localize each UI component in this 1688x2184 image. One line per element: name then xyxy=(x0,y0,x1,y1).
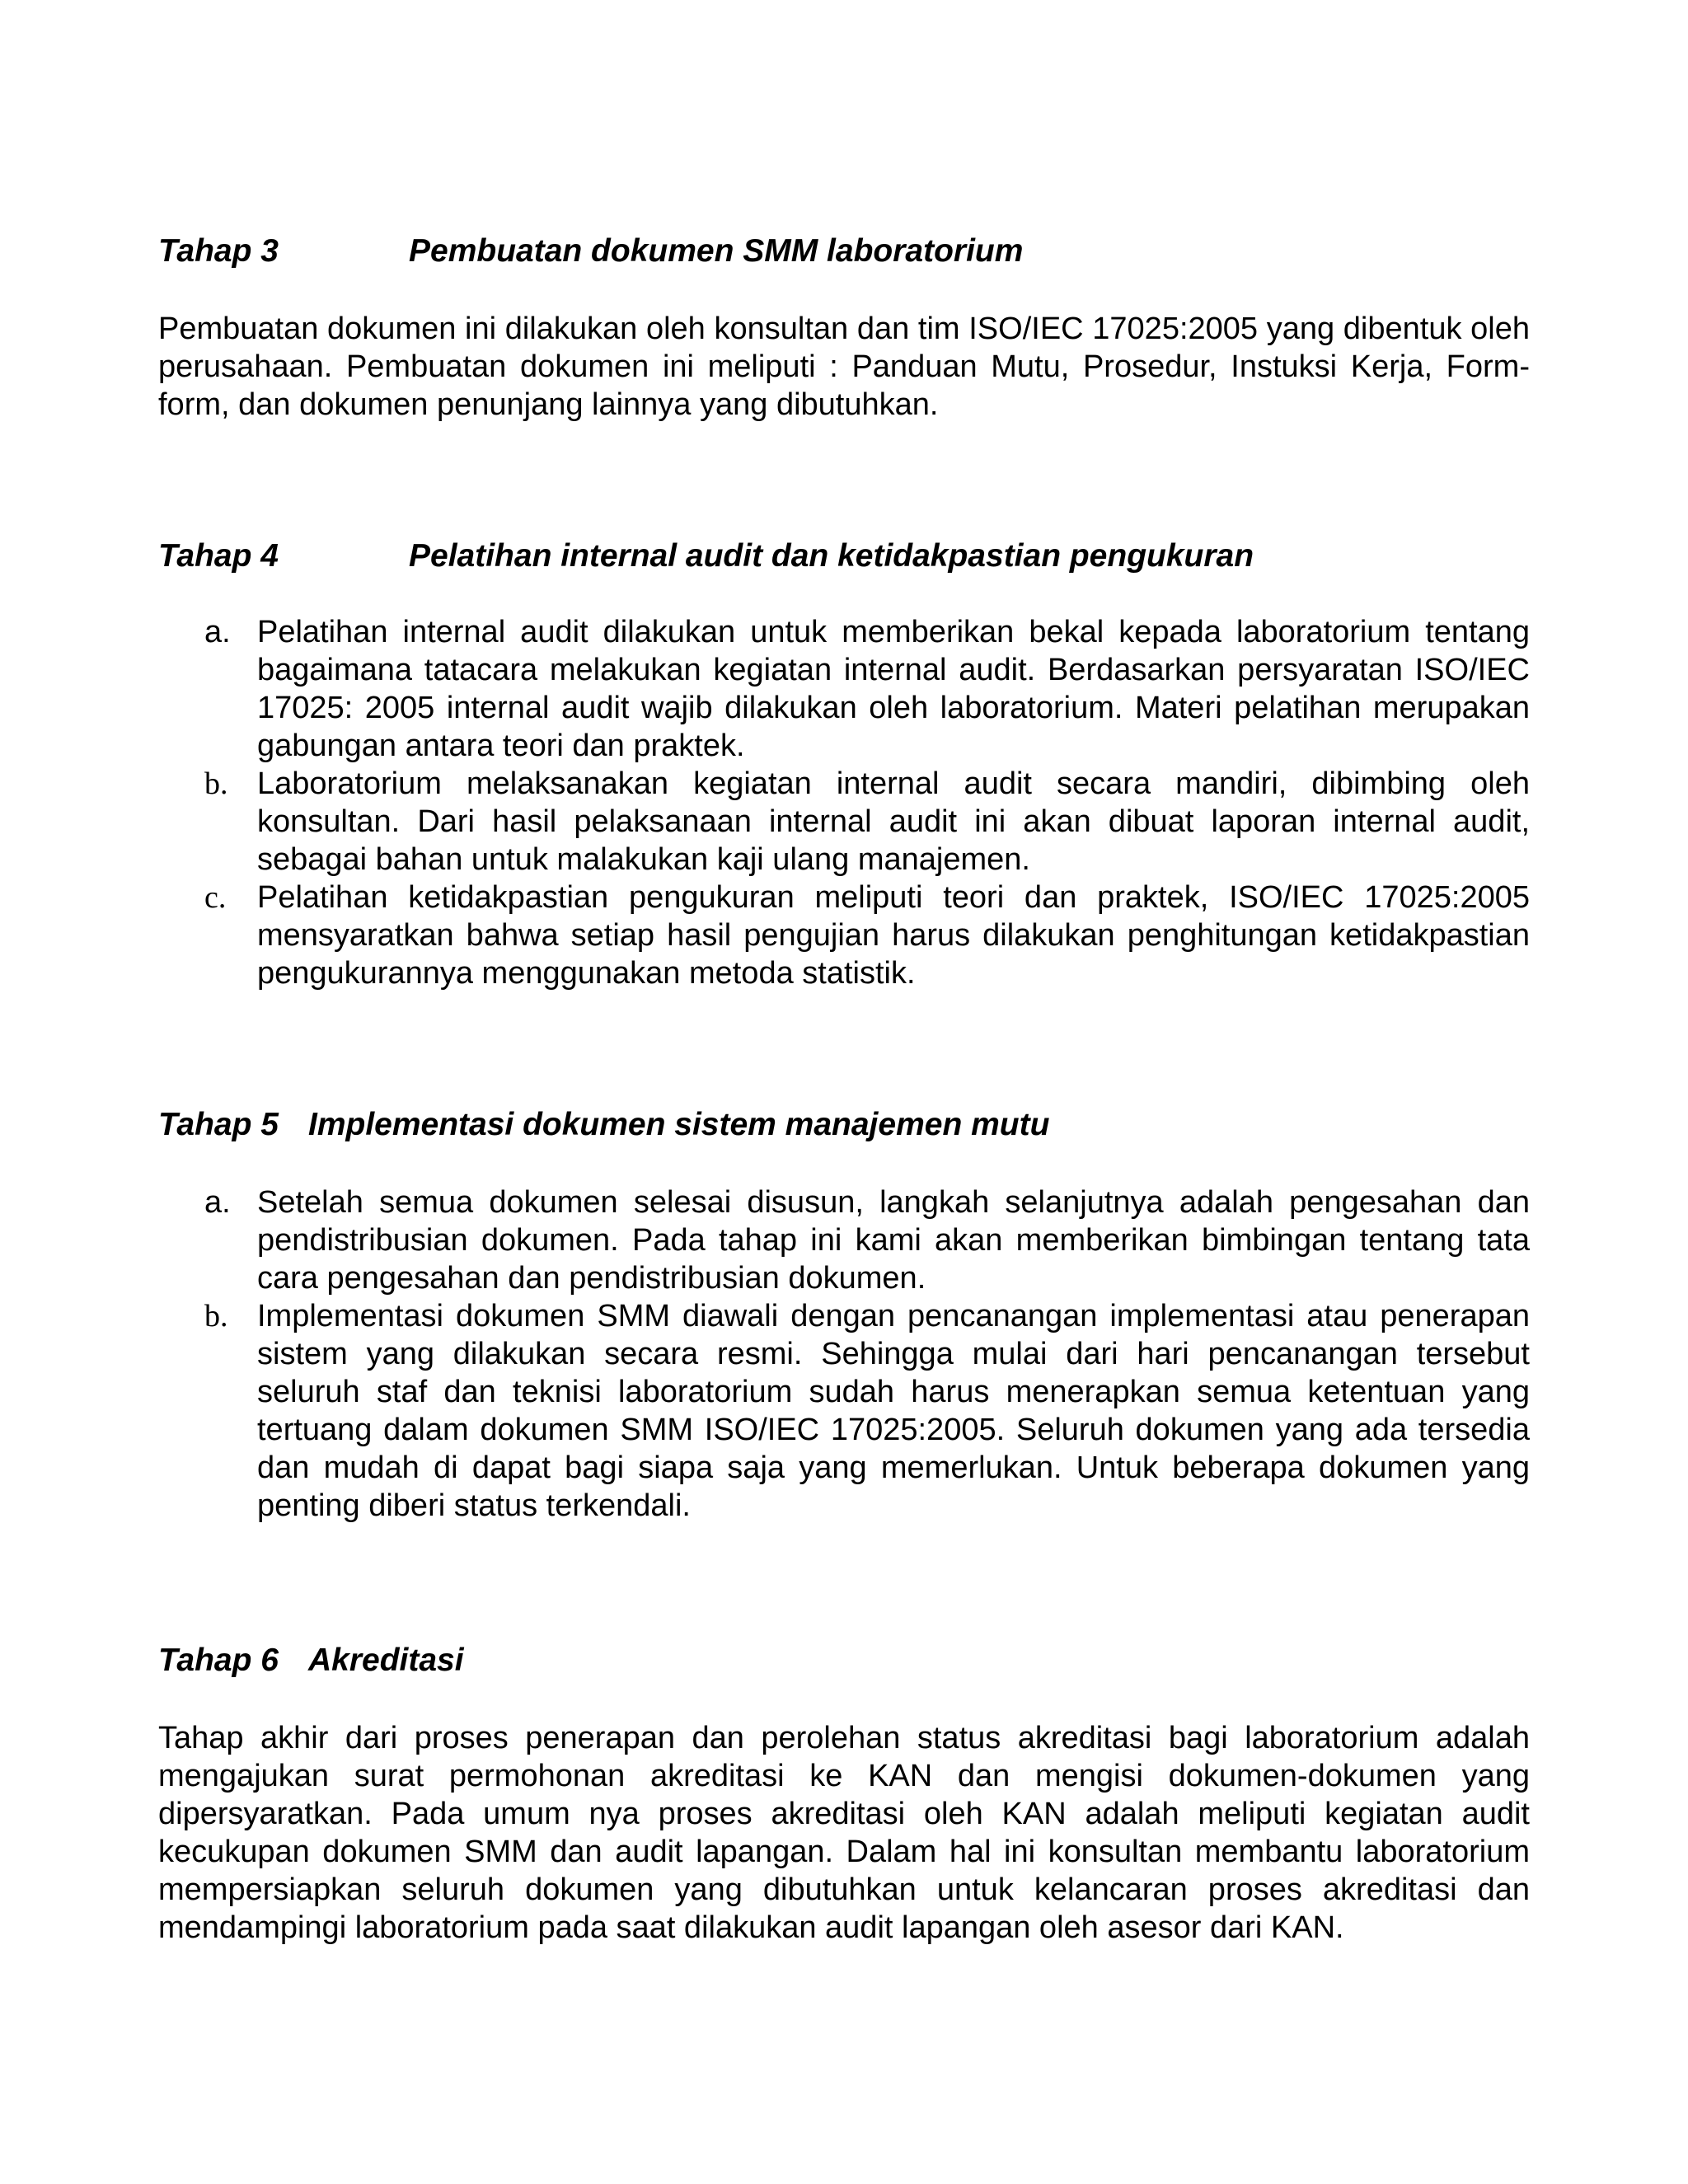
section-title: Akreditasi xyxy=(308,1643,464,1678)
list-item xyxy=(0,765,1688,879)
list-item xyxy=(0,1183,1688,1297)
section-paragraph-tahap-3: Pembuatan dokumen ini dilakukan oleh konsultan dan tim ISO/IEC 17025:2005 yang dibentuk oleh perusahaan. Pembuatan dokumen ini meliputi : Panduan Mutu, Prosedur, Instuksi Kerja, Form-form, dan dokumen penunjang lainnya yang dibutuhkan. xyxy=(158,312,1530,422)
section-list-tahap-5 xyxy=(0,1183,1688,1525)
list-item-text: Implementasi dokumen SMM diawali dengan pencanangan implementasi atau penerapan sistem yang dilakukan secara resmi. Sehingga mulai dari hari pencanangan tersebut seluruh staf dan teknisi laboratorium sudah harus menerapkan semua ketentuan yang tertuang dalam dokumen SMM ISO/IEC 17025:2005. Seluruh dokumen yang ada tersedia dan mudah di dapat bagi siapa saja yang memerlukan. Untuk beberapa dokumen yang penting diberi status terkendali. xyxy=(257,1299,1530,1523)
section-heading-tahap-3 xyxy=(158,232,1024,270)
list-item-text: Pelatihan internal audit dilakukan untuk memberikan bekal kepada laboratorium tentang bagaimana tatacara melakukan kegiatan internal audit. Berdasarkan persyaratan ISO/IEC 17025: 2005 internal audit wajib dilakukan oleh laboratorium. Materi pelatihan merupakan gabungan antara teori dan praktek. xyxy=(257,615,1530,763)
section-paragraph-tahap-6: Tahap akhir dari proses penerapan dan perolehan status akreditasi bagi laboratorium adalah mengajukan surat permohonan akreditasi ke KAN dan mengisi dokumen-dokumen yang dipersyaratkan. Pada umum nya proses akreditasi oleh KAN adalah meliputi kegiatan audit kecukupan dokumen SMM dan audit lapangan. Dalam hal ini konsultan membantu laboratorium mempersiapkan seluruh dokumen yang dibutuhkan untuk kelancaran proses akreditasi dan mendampingi laboratorium pada saat dilakukan audit lapangan oleh asesor dari KAN. xyxy=(158,1721,1530,1945)
list-item xyxy=(0,1297,1688,1525)
list-item xyxy=(0,879,1688,992)
list-item-text: Setelah semua dokumen selesai disusun, langkah selanjutnya adalah pengesahan dan pendistribusian dokumen. Pada tahap ini kami akan memberikan bimbingan tentang tata cara pengesahan dan pendistribusian dokumen. xyxy=(257,1185,1530,1296)
list-item-text: Laboratorium melaksanakan kegiatan internal audit secara mandiri, dibimbing oleh konsultan. Dari hasil pelaksanaan internal audit ini akan dibuat laporan internal audit, sebagai bahan untuk malakukan kaji ulang manajemen. xyxy=(257,766,1530,877)
section-heading-tahap-4 xyxy=(158,537,1254,575)
section-heading-tahap-6 xyxy=(158,1642,464,1680)
list-marker: b. xyxy=(204,1299,228,1333)
section-label: Tahap 5 xyxy=(158,1107,279,1142)
list-marker: b. xyxy=(204,766,228,801)
section-title: Pelatihan internal audit dan ketidakpastian pengukuran xyxy=(409,538,1254,574)
list-marker: a. xyxy=(204,1185,231,1220)
section-heading-tahap-5 xyxy=(158,1106,1050,1144)
list-marker: c. xyxy=(204,880,227,915)
list-item-text: Pelatihan ketidakpastian pengukuran meliputi teori dan praktek, ISO/IEC 17025:2005 mensyaratkan bahwa setiap hasil pengujian harus dilakukan penghitungan ketidakpastian pengukurannya menggunakan metoda statistik. xyxy=(257,880,1530,991)
section-title: Implementasi dokumen sistem manajemen mutu xyxy=(308,1107,1050,1142)
section-label: Tahap 4 xyxy=(158,538,279,574)
list-item xyxy=(0,613,1688,765)
list-marker: a. xyxy=(204,615,231,649)
section-label: Tahap 6 xyxy=(158,1643,279,1678)
section-title: Pembuatan dokumen SMM laboratorium xyxy=(409,233,1024,269)
section-list-tahap-4 xyxy=(0,613,1688,992)
section-label: Tahap 3 xyxy=(158,233,279,269)
